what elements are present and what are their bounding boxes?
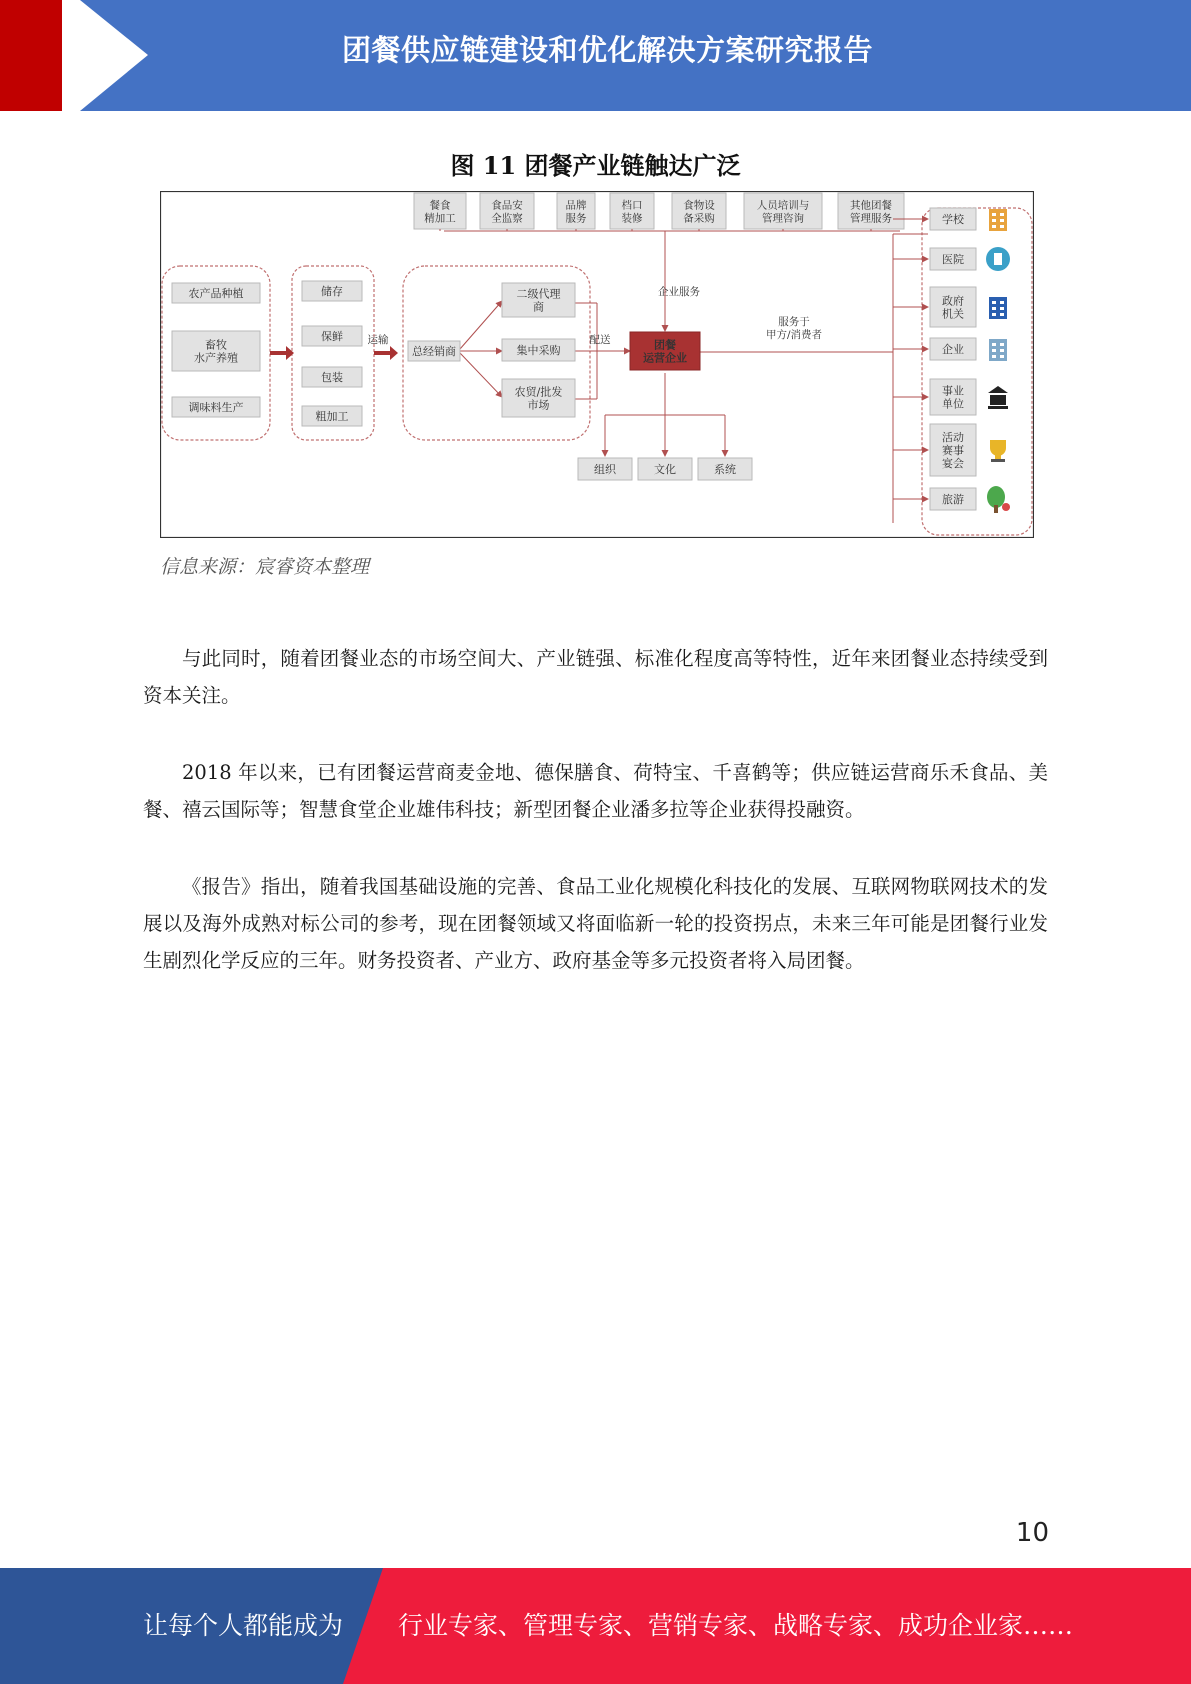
svg-text:系统: 系统 (714, 463, 736, 476)
page-footer (0, 1568, 1191, 1684)
svg-text:食品安全监察: 食品安全监察 (491, 199, 523, 225)
output-box-3 (698, 458, 752, 480)
footer-slogan-right: 行业专家、管理专家、营销专家、战略专家、成功企业家…… (398, 1611, 1074, 1640)
svg-text:文化: 文化 (654, 463, 676, 476)
supply-chain-diagram (160, 191, 1034, 538)
paragraph-3: 《报告》指出，随着我国基础设施的完善、食品工业化规模化科技化的发展、互联网物联网技术的发展以及海外成熟对标公司的参考，现在团餐领域又将面临新一轮的投资拐点，未来三年可能是团餐行业发生剧烈化学反应的三年。财务投资者、产业方、政府基金等多元投资者将入局团餐。 (143, 875, 1048, 972)
svg-text:储存: 储存 (321, 285, 343, 298)
production-box-3 (172, 397, 260, 417)
svg-text:组织: 组织 (594, 463, 616, 476)
svg-text:农产品种植: 农产品种植 (188, 287, 244, 300)
production-box-1 (172, 283, 260, 303)
serve-label: 服务于甲方/消费者 (765, 316, 823, 341)
svg-text:活动赛事宴会: 活动赛事宴会 (942, 431, 964, 470)
client-box-6 (930, 424, 976, 476)
diagram-canvas (160, 191, 1034, 538)
client-box-2 (930, 248, 976, 270)
page-number: 10 (1015, 1518, 1049, 1548)
paragraph-1: 与此同时，随着团餐业态的市场空间大、产业链强、标准化程度高等特性，近年来团餐业态持续受到资本关注。 (143, 647, 1048, 707)
svg-text:人员培训与管理咨询: 人员培训与管理咨询 (756, 199, 810, 225)
svg-text:政府机关: 政府机关 (942, 294, 964, 321)
figure-title: 图 11 团餐产业链触达广泛 (450, 151, 741, 180)
delivery-label: 配送 (589, 334, 611, 346)
channel-box-1 (502, 283, 575, 317)
figure-source: 信息来源：宸睿资本整理 (160, 556, 370, 578)
client-box-1 (930, 208, 976, 230)
page-header (0, 0, 1191, 111)
svg-text:包装: 包装 (321, 371, 343, 384)
report-title: 团餐供应链建设和优化解决方案研究报告 (341, 33, 873, 67)
svg-text:品牌服务: 品牌服务 (565, 199, 587, 225)
svg-text:学校: 学校 (942, 213, 964, 226)
svg-text:医院: 医院 (942, 253, 964, 266)
footer-slogan-left: 让每个人都能成为 (143, 1611, 344, 1640)
service-box-1 (414, 193, 466, 229)
svg-text:食物设备采购: 食物设备采购 (683, 199, 715, 225)
processing-box-2 (302, 326, 362, 346)
service-box-4 (610, 193, 654, 229)
svg-text:企业: 企业 (942, 343, 964, 356)
client-box-5 (930, 379, 976, 415)
output-box-2 (638, 458, 692, 480)
service-box-3 (557, 193, 595, 229)
distributor-box (408, 341, 460, 361)
svg-text:档口装修: 档口装修 (621, 199, 643, 225)
client-box-7 (930, 488, 976, 510)
output-box-1 (578, 458, 632, 480)
office-building-icon (989, 339, 1007, 361)
svg-text:旅游: 旅游 (942, 493, 964, 506)
svg-text:保鲜: 保鲜 (321, 330, 343, 343)
svg-text:畜牧水产养殖: 畜牧水产养殖 (194, 338, 238, 365)
svg-text:粗加工: 粗加工 (315, 410, 349, 423)
svg-text:其他团餐管理服务: 其他团餐管理服务 (850, 199, 892, 225)
center-operator-box (630, 332, 700, 370)
svg-text:餐食精加工: 餐食精加工 (424, 199, 456, 225)
service-box-2 (480, 193, 534, 229)
channel-box-3 (502, 379, 575, 417)
transport-label: 运输 (367, 334, 389, 346)
client-box-3 (930, 287, 976, 327)
svg-text:团餐运营企业: 团餐运营企业 (643, 338, 687, 365)
school-icon (989, 209, 1007, 231)
svg-text:调味料生产: 调味料生产 (188, 401, 244, 414)
service-box-6 (744, 193, 822, 229)
svg-text:事业单位: 事业单位 (942, 384, 964, 411)
service-box-7 (838, 193, 904, 229)
client-box-4 (930, 338, 976, 360)
svg-text:农贸/批发市场: 农贸/批发市场 (514, 385, 563, 412)
paragraph-2: 2018 年以来，已有团餐运营商麦金地、德保膳食、荷特宝、千喜鹤等；供应链运营商乐禾食品、美餐、禧云国际等；智慧食堂企业雄伟科技；新型团餐企业潘多拉等企业获得投融资。 (143, 761, 1048, 821)
service-box-5 (672, 193, 726, 229)
enterprise-service-label: 企业服务 (658, 286, 700, 298)
channel-box-2 (502, 339, 575, 361)
production-box-2 (172, 331, 260, 371)
processing-box-4 (302, 406, 362, 426)
svg-text:总经销商: 总经销商 (412, 345, 456, 358)
government-icon (989, 297, 1007, 319)
hospital-icon (986, 247, 1010, 271)
svg-text:二级代理商: 二级代理商 (516, 287, 561, 314)
svg-text:集中采购: 集中采购 (516, 344, 561, 357)
processing-box-3 (302, 367, 362, 387)
processing-box-1 (302, 281, 362, 301)
